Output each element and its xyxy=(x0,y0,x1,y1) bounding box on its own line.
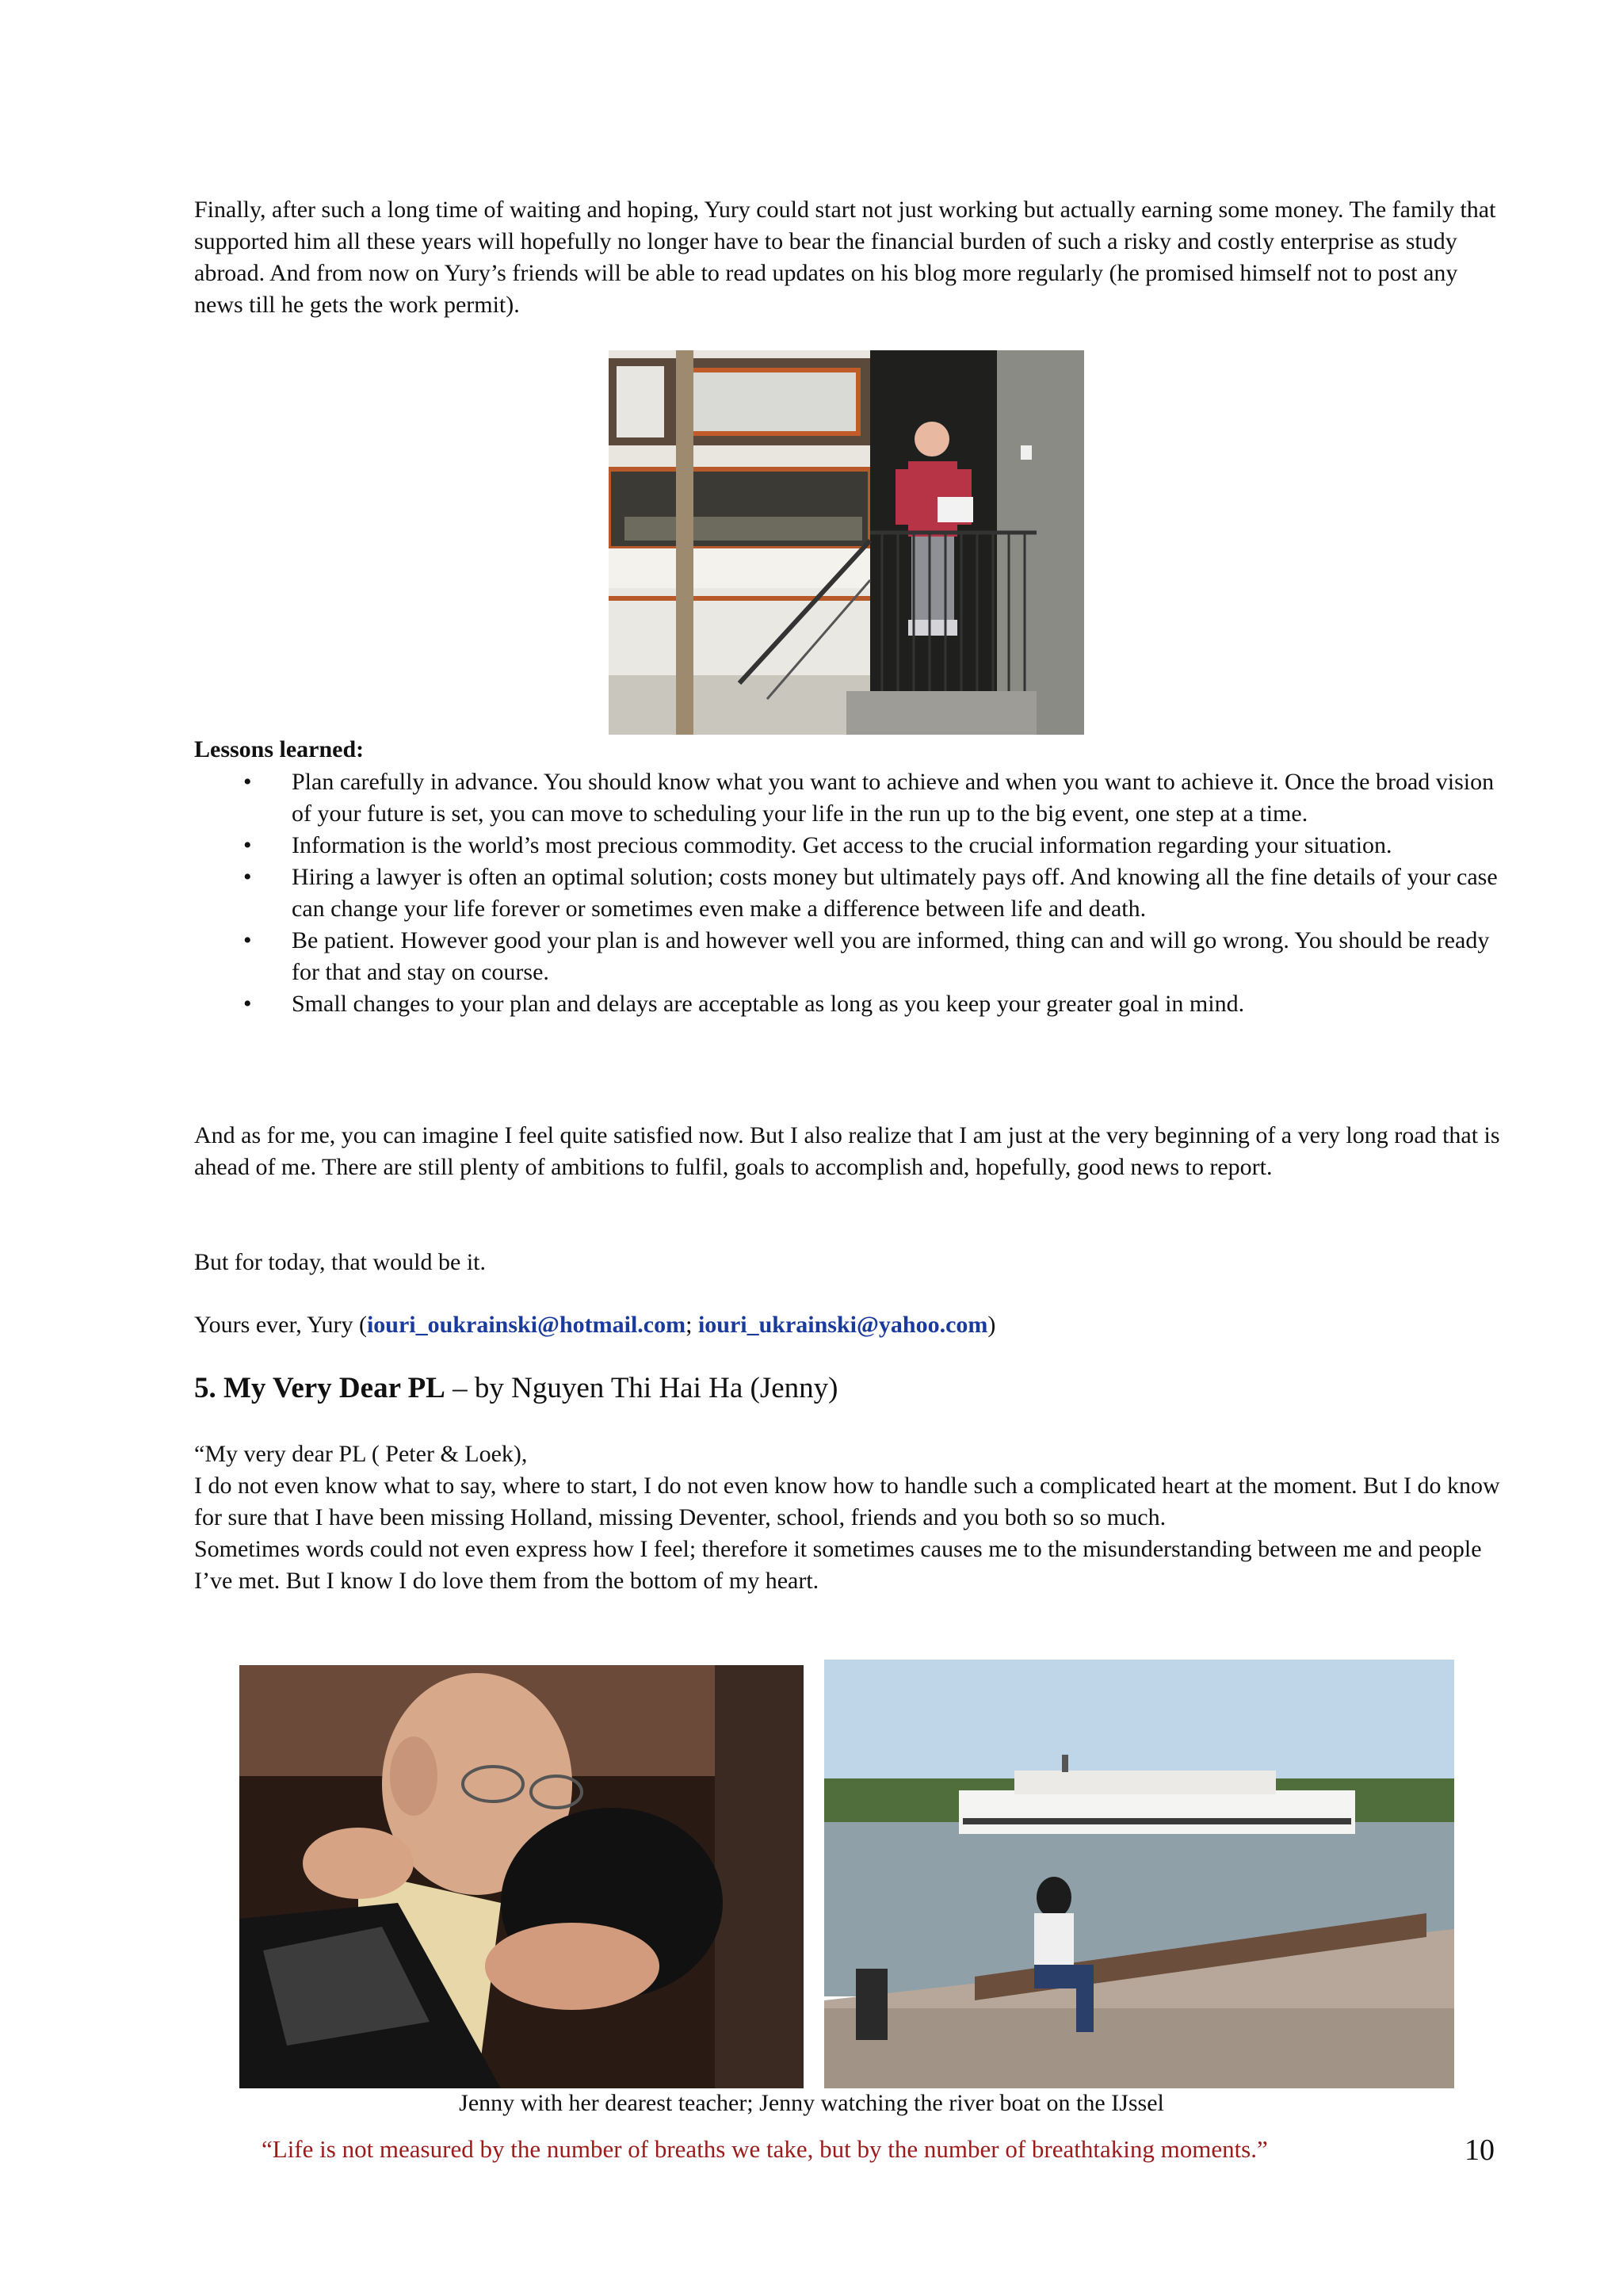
list-item xyxy=(194,830,1502,861)
list-item-text: Small changes to your plan and delays are acceptable as long as you keep your greater goal in mind. xyxy=(292,991,1245,1017)
bullet-icon: • xyxy=(243,769,252,795)
letter-body xyxy=(194,1438,1502,1597)
lessons-title: Lessons learned: xyxy=(194,736,365,762)
signoff-line xyxy=(194,1309,1502,1341)
closing-paragraph xyxy=(194,1120,1502,1183)
list-item-text: Plan carefully in advance. You should know what you want to achieve and when you want to achieve it. Once the broad vision of your future is set, you can move to scheduling your life in the run up to the big event, one step at a time. xyxy=(292,769,1495,827)
list-item xyxy=(194,861,1502,925)
signoff-suffix: ) xyxy=(987,1312,996,1338)
intro-text: Finally, after such a long time of waiting and hoping, Yury could start not just working but actually earning some money. The family that supported him all these years will hopefully no longer have to bear the financial burden of such a risky and costly enterprise as study abroad. And from now on Yury’s friends will be able to read updates on his blog more regularly (he promised himself not to post any news till he gets the work permit). xyxy=(194,197,1496,318)
list-item-text: Hiring a lawyer is often an optimal solution; costs money but ultimately pays off. And knowing all the fine details of your case can change your life forever or sometimes even make a difference between life and death. xyxy=(292,864,1498,922)
list-item xyxy=(194,766,1502,830)
bullet-icon: • xyxy=(243,832,252,858)
photo-jenny-teacher xyxy=(239,1665,804,2088)
list-item-text: Information is the world’s most precious commodity. Get access to the crucial information regarding your situation. xyxy=(292,832,1392,858)
lessons-list xyxy=(194,766,1502,1020)
photo-caption: Jenny with her dearest teacher; Jenny watching the river boat on the IJssel xyxy=(459,2090,1164,2116)
email-separator: ; xyxy=(685,1312,698,1338)
list-item xyxy=(194,988,1502,1020)
intro-paragraph xyxy=(194,194,1502,321)
letter-paragraph: I do not even know what to say, where to start, I do not even know how to handle such a complicated heart at the moment. But I do know for sure that I have been missing Holland, missing Deventer, school, friends and you both so so much. xyxy=(194,1473,1500,1530)
list-item-text: Be patient. However good your plan is and however well you are informed, thing can and will go wrong. You should be ready for that and stay on course. xyxy=(292,927,1490,985)
footer-quote: “Life is not measured by the number of breaths we take, but by the number of breathtaking moments.” xyxy=(262,2135,1268,2163)
email-link-yahoo[interactable]: iouri_ukrainski@yahoo.com xyxy=(697,1312,988,1338)
bullet-icon: • xyxy=(243,991,252,1017)
bullet-icon: • xyxy=(243,927,252,953)
photo-jenny-river xyxy=(824,1660,1454,2088)
section-title: 5. My Very Dear PL xyxy=(194,1372,445,1404)
photo-jenny-teacher-image xyxy=(239,1665,804,2088)
list-item xyxy=(194,925,1502,988)
photo-jenny-river-image xyxy=(824,1660,1454,2088)
photo-yury-doorway xyxy=(609,350,1084,735)
photo-yury-doorway-image xyxy=(609,350,1084,735)
email-link-hotmail[interactable]: iouri_oukrainski@hotmail.com xyxy=(366,1312,686,1338)
page-number: 10 xyxy=(1465,2134,1495,2167)
letter-salutation: “My very dear PL ( Peter & Loek), xyxy=(194,1441,528,1467)
closing-short-line: But for today, that would be it. xyxy=(194,1249,486,1275)
bullet-icon: • xyxy=(243,864,252,890)
section-heading xyxy=(194,1370,838,1408)
signoff-prefix: Yours ever, Yury ( xyxy=(194,1312,367,1338)
section-byline: – by Nguyen Thi Hai Ha (Jenny) xyxy=(445,1372,838,1404)
closing-text: And as for me, you can imagine I feel quite satisfied now. But I also realize that I am just at the very beginning of a very long road that is ahead of me. There are still plenty of ambitions to fulfil, goals to accomplish and, hopefully, good news to report. xyxy=(194,1122,1500,1180)
letter-paragraph: Sometimes words could not even express how I feel; therefore it sometimes causes me to the misunderstanding between me and people I’ve met. But I know I do love them from the bottom of my heart. xyxy=(194,1536,1482,1594)
